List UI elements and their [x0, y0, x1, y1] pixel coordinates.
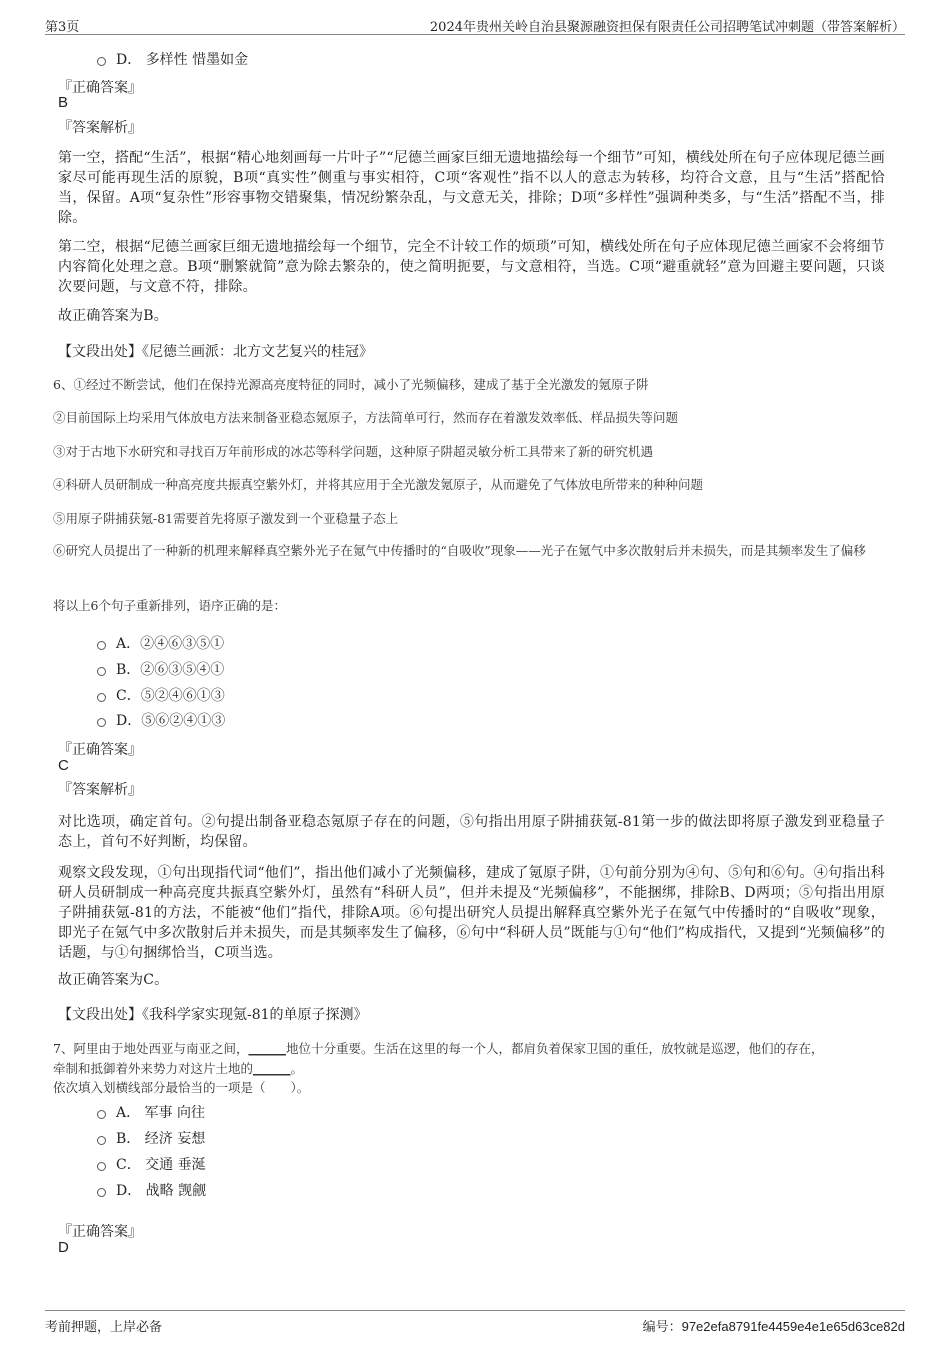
q6-sentence-1: 6、①经过不断尝试，他们在保持光源高亮度特征的同时，减小了光频偏移，建成了基于全光激发的氪原子阱	[53, 377, 649, 392]
page-footer	[45, 1310, 905, 1335]
q6-sentence-4: ④科研人员研制成一种高亮度共振真空紫外灯，并将其应用于全光激发氪原子，从而避免了气体放电所带来的种种问题	[53, 477, 704, 492]
q7-prompt: 依次填入划横线部分最恰当的一项是（ ）。	[53, 1080, 310, 1095]
radio-icon[interactable]	[97, 57, 106, 66]
radio-icon[interactable]	[97, 1188, 106, 1197]
option-text: D． 战略 觊觎	[116, 1183, 207, 1199]
analysis-paragraph: 第二空，根据“尼德兰画家巨细无遗地描绘每一个细节，完全不计较工作的烦琐”可知，横线处所在句子应体现尼德兰画家不会将细节内容简化处理之意。B项“删繁就简”意为除去繁杂的，使之简明扼要，与文意相符，当选。C项“避重就轻”意为回避主要问题，只谈次要问题，与文意不符，排除。	[58, 239, 885, 295]
analysis-label: 『答案解析』	[58, 782, 142, 798]
option-text: D．⑤⑥②④①③	[116, 713, 226, 729]
page-header	[45, 14, 905, 35]
answer-value: B	[58, 94, 69, 111]
answer-value: D	[58, 1239, 69, 1256]
source-label: 【文段出处】	[58, 1007, 142, 1023]
radio-icon[interactable]	[97, 693, 106, 702]
blank-2: ______	[253, 1061, 291, 1076]
page-number: 第3页	[45, 20, 80, 35]
stem-text: 7、阿里由于地处西亚与南亚之间，	[53, 1041, 249, 1056]
conclusion: 故正确答案为C。	[58, 972, 169, 988]
radio-icon[interactable]	[97, 1136, 106, 1145]
answer-label: 『正确答案』	[58, 1224, 142, 1240]
source-title: 《我科学家实现氪-81的单原子探测》	[142, 1007, 368, 1023]
conclusion: 故正确答案为B。	[58, 308, 168, 324]
source-citation	[58, 1004, 368, 1024]
analysis-paragraph: 观察文段发现，①句出现指代词“他们”，指出他们减小了光频偏移，建成了氪原子阱，①句前分别为④句、⑤句和⑥句。④句指出科研人员研制成一种高亮度共振真空紫外灯，虽然有“科研人员”，但并未提及“光频偏移”，不能捆绑，排除B、D两项；⑤句指出用原子阱捕获氪-81的方法，不能被“他们”指代，排除A项。⑥句提出研究人员提出解释真空紫外光子在氪气中传播时的“自吸收”现象，即光子在氪气中多次散射后并未损失，而是其频率发生了偏移，⑥句中“科研人员”既能与①句“他们”构成指代，又提到“光频偏移”的话题，与①句捆绑恰当，C项当选。	[58, 865, 885, 961]
q6-prompt: 将以上6个句子重新排列，语序正确的是：	[53, 598, 286, 613]
option-text: B． 经济 妄想	[116, 1131, 206, 1147]
option-text: D． 多样性 惜墨如金	[116, 52, 249, 68]
answer-value: C	[58, 757, 69, 774]
document-title: 2024年贵州关岭自治县聚源融资担保有限责任公司招聘笔试冲刺题（带答案解析）	[429, 20, 905, 35]
stem-text: 地位十分重要。生活在这里的每一个人，都肩负着保家卫国的重任，放牧就是巡逻，他们的存在，	[285, 1041, 824, 1056]
analysis-paragraph: 对比选项，确定首句。②句提出制备亚稳态氪原子存在的问题，⑤句指出用原子阱捕获氪-81第一步的做法即将原子激发到亚稳量子态上，首句不好判断，均保留。	[58, 814, 885, 850]
stem-text: 。	[290, 1061, 304, 1076]
source-citation	[58, 341, 373, 361]
radio-icon[interactable]	[97, 718, 106, 727]
document-code	[643, 1316, 905, 1335]
code-label: 编号：	[642, 1320, 682, 1335]
q6-sentence-3: ③对于古地下水研究和寻找百万年前形成的冰芯等科学问题，这种原子阱超灵敏分析工具带来了新的研究机遇	[53, 444, 654, 459]
answer-label: 『正确答案』	[58, 742, 142, 758]
radio-icon[interactable]	[97, 1110, 106, 1119]
source-label: 【文段出处】	[58, 344, 142, 360]
footer-slogan: 考前押题，上岸必备	[45, 1320, 163, 1335]
option-text: C．⑤②④⑥①③	[116, 688, 225, 704]
radio-icon[interactable]	[97, 1162, 106, 1171]
analysis-label: 『答案解析』	[58, 120, 142, 136]
option-text: A． 军事 向往	[116, 1105, 206, 1121]
option-text: C． 交通 垂涎	[116, 1157, 206, 1173]
q6-sentence-6: ⑥研究人员提出了一种新的机理来解释真空紫外光子在氪气中传播时的“自吸收”现象——光子在氪气中多次散射后并未损失，而是其频率发生了偏移	[53, 543, 866, 558]
option-text: A．②④⑥③⑤①	[116, 636, 225, 652]
q6-sentence-5: ⑤用原子阱捕获氪-81需要首先将原子激发到一个亚稳量子态上	[53, 511, 399, 526]
stem-text: 牵制和抵御着外来势力对这片土地的	[53, 1061, 254, 1076]
radio-icon[interactable]	[97, 667, 106, 676]
analysis-paragraph: 第一空，搭配“生活”，根据“精心地刻画每一片叶子”“尼德兰画家巨细无遗地描绘每一个细节”可知，横线处所在句子应体现尼德兰画家尽可能再现生活的原貌，B项“真实性”侧重与事实相符，C项“客观性”指不以人的意志为转移，均符合文意，且与“生活”搭配恰当，保留。A项“复杂性”形容事物交错聚集，情况纷繁杂乱，与文意无关，排除；D项“多样性”强调种类多，与“生活”搭配不当，排除。	[58, 150, 885, 226]
answer-label: 『正确答案』	[58, 80, 142, 96]
q6-sentence-2: ②目前国际上均采用气体放电方法来制备亚稳态氪原子，方法简单可行，然而存在着激发效率低、样品损失等问题	[53, 410, 679, 425]
source-title: 《尼德兰画派：北方文艺复兴的桂冠》	[142, 344, 373, 360]
option-text: B．②⑥③⑤④①	[116, 662, 225, 678]
code-value: 97e2efa8791fe4459e4e1e65d63ce82d	[681, 1319, 905, 1334]
blank-1: ______	[248, 1041, 286, 1056]
q7-stem	[53, 1039, 891, 1079]
radio-icon[interactable]	[97, 641, 106, 650]
